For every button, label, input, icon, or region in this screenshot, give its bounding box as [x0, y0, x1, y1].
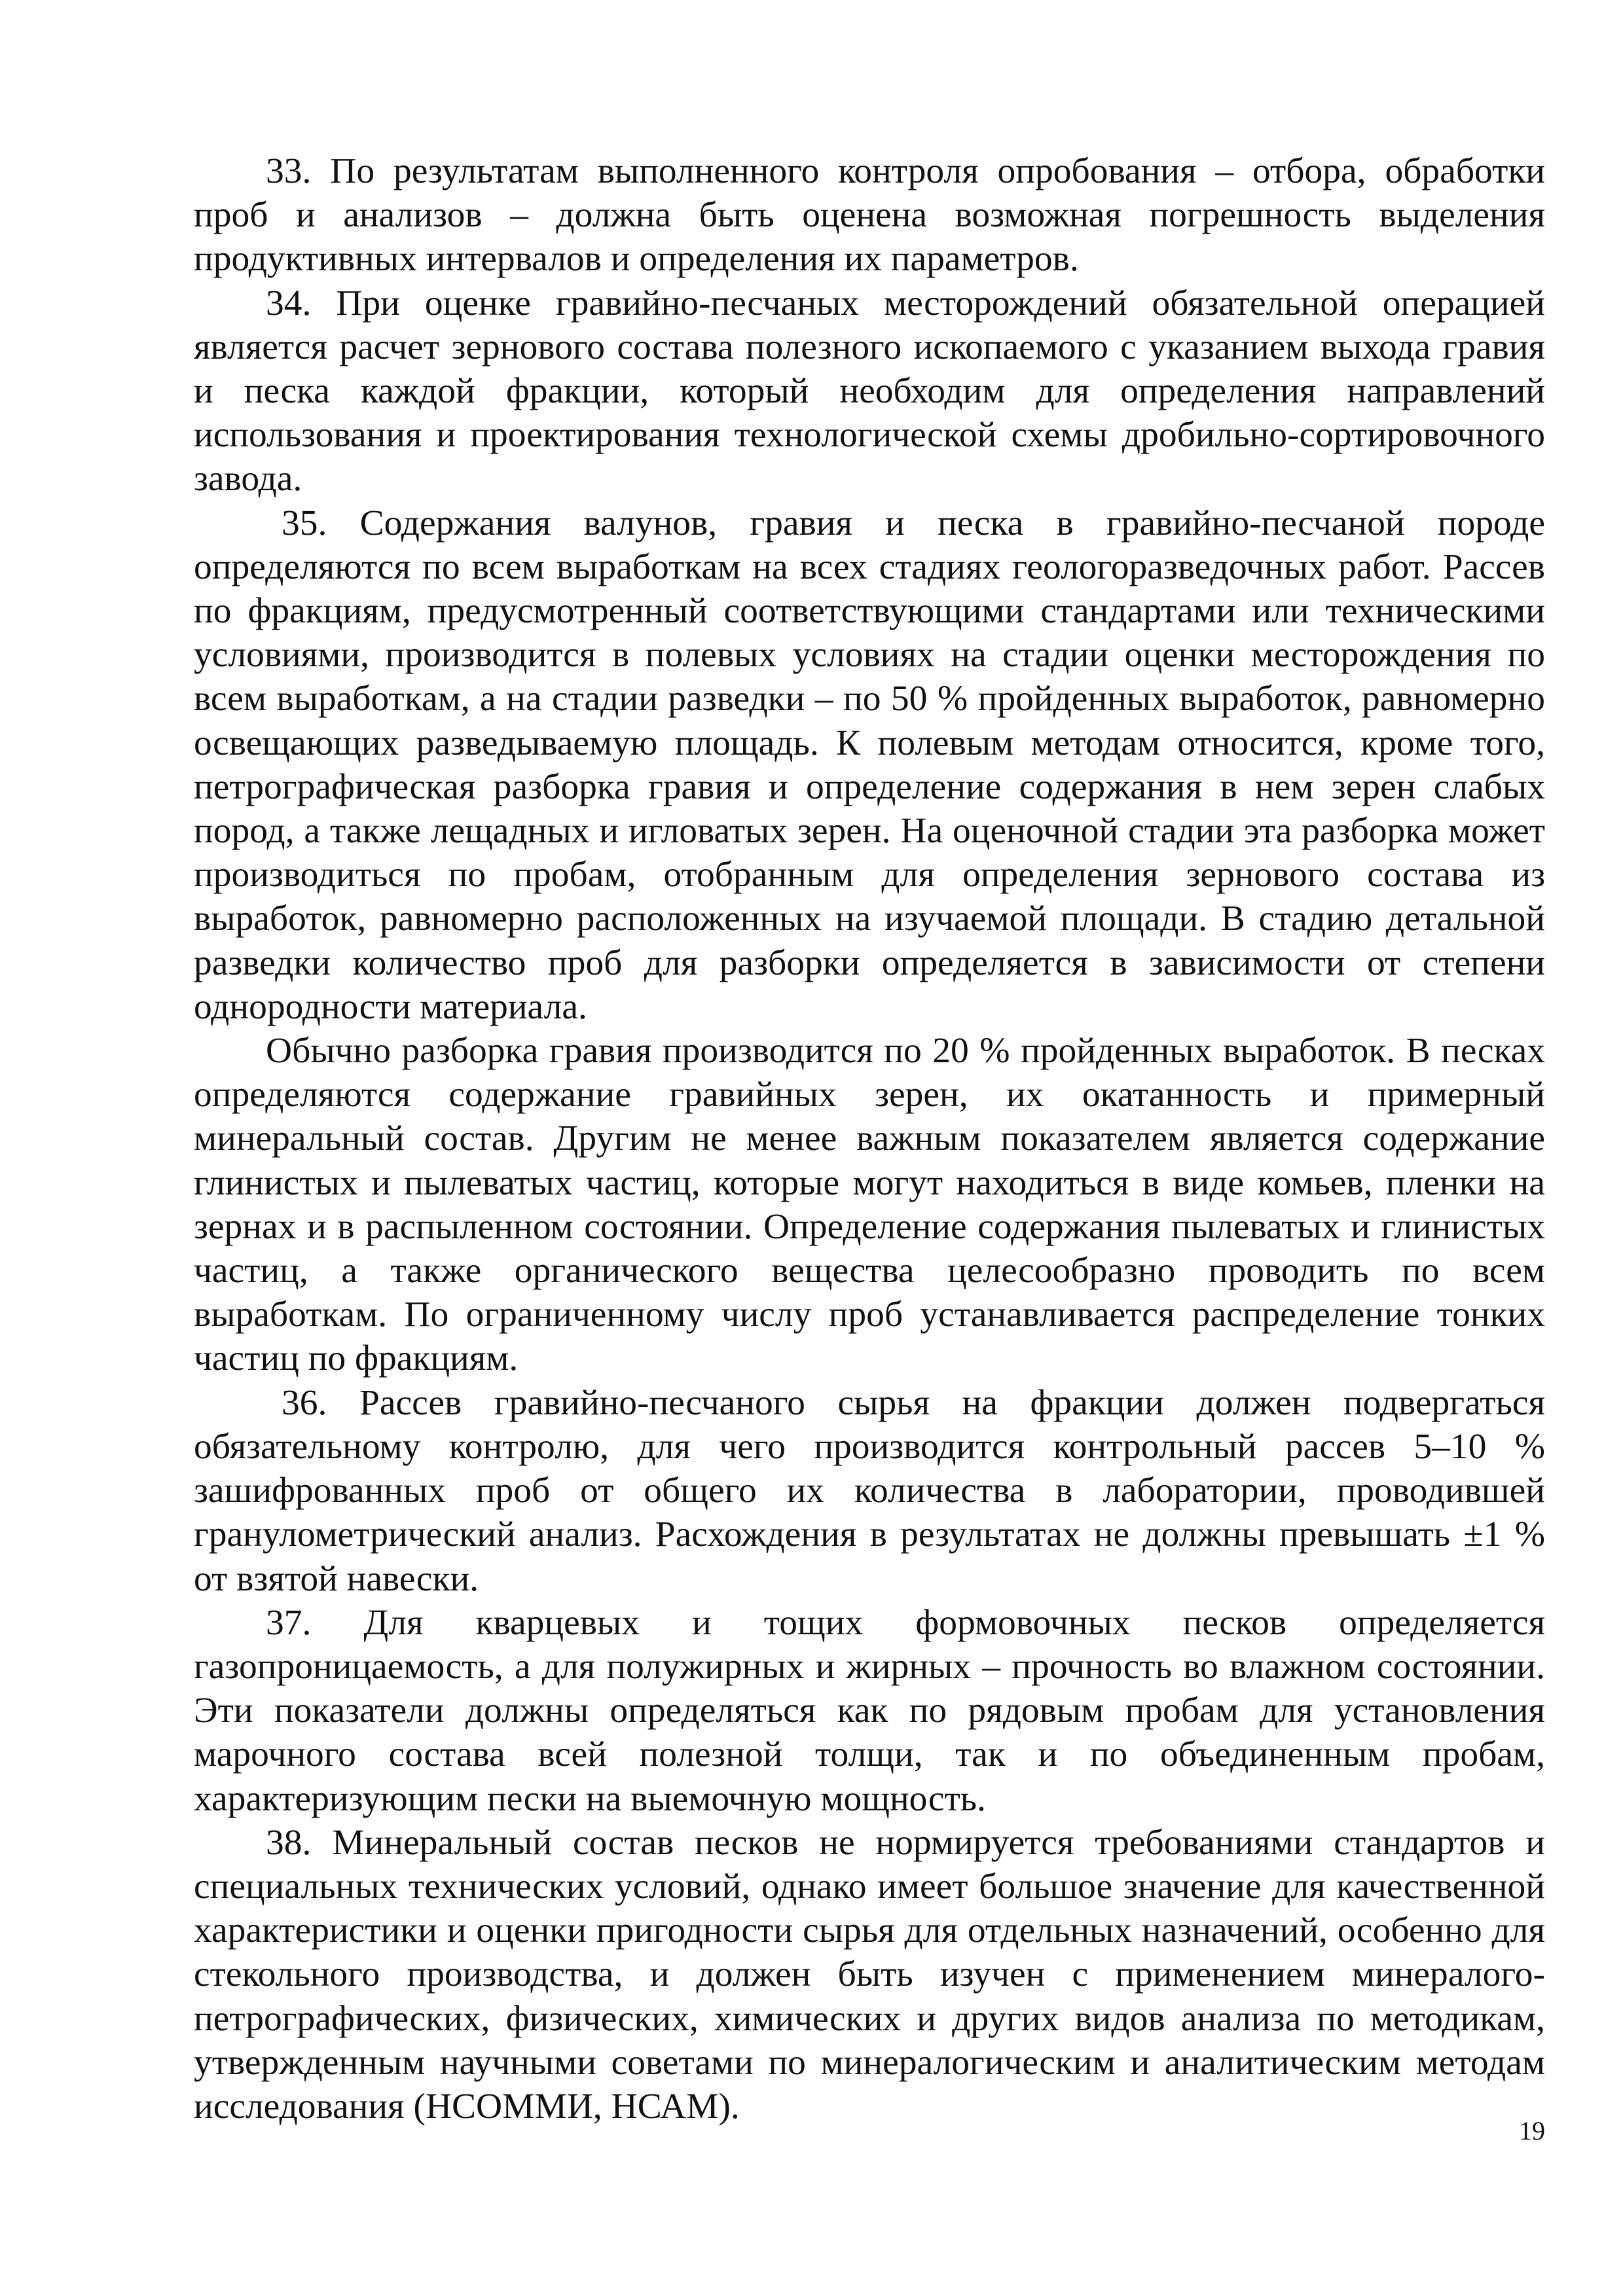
paragraph-35: 35. Содержания валунов, гравия и песка в гравийно-песчаной породе определяются по всем выработкам на всех стадиях геологоразведочных работ. Рассев по фракциям, предусмотренный соответствующими стандартами или техническими условиями, производится в полевых условиях на стадии оценки месторождения по всем выработкам, а на стадии разведки – по 50 % пройденных выработок, равномерно освещающих разведываемую площадь. К полевым методам относится, кроме того, петрографическая разборка гравия и определение содержания в нем зерен слабых пород, а также лещадных и игловатых зерен. На оценочной стадии эта разборка может производиться по пробам, отобранным для определения зернового состава из выработок, равномерно расположенных на изучаемой площади. В стадию детальной разведки количество проб для разборки определяется в зависимости от степени однородности материала. — [194, 503, 1545, 1027]
page-number: 19 — [1519, 2116, 1545, 2145]
paragraph-37: 37. Для кварцевых и тощих формовочных песков определяется газопроницаемость, а для полужирных и жирных – прочность во влажном состоянии. Эти показатели должны определяться как по рядовым пробам для установления марочного состава всей полезной толщи, так и по объединенным пробам, характеризующим пески на выемочную мощность. — [194, 1602, 1545, 1819]
body-text — [194, 149, 1545, 2128]
paragraph-34: 34. При оценке гравийно-песчаных месторождений обязательной операцией является расчет зернового состава полезного ископаемого с указанием выхода гравия и песка каждой фракции, который необходим для определения направлений использования и проектирования технологической схемы дробильно-сортировочного завода. — [194, 283, 1545, 499]
paragraph-33: 33. По результатам выполненного контроля опробования – отбора, обработки проб и анализов – должна быть оценена возможная погрешность выделения продуктивных интервалов и определения их параметров. — [194, 151, 1545, 279]
paragraph-35-continued: Обычно разборка гравия производится по 20 % пройденных выработок. В песках определяются содержание гравийных зерен, их окатанность и примерный минеральный состав. Другим не менее важным показателем является содержание глинистых и пылеватых частиц, которые могут находиться в виде комьев, пленки на зернах и в распыленном состоянии. Определение содержания пылеватых и глинистых частиц, а также органического вещества целесообразно проводить по всем выработкам. По ограниченному числу проб устанавливается распределение тонких частиц по фракциям. — [194, 1031, 1545, 1379]
paragraph-38: 38. Минеральный состав песков не нормируется требованиями стандартов и специальных технических условий, однако имеет большое значение для качественной характеристики и оценки пригодности сырья для отдельных назначений, особенно для стекольного производства, и должен быть изучен с применением минералого-петрографических, физических, химических и других видов анализа по методикам, утвержденным научными советами по минералогическим и аналитическим методам исследования (НСОММИ, НСАМ). — [194, 1822, 1545, 2126]
paragraph-36: 36. Рассев гравийно-песчаного сырья на фракции должен подвергаться обязательному контролю, для чего производится контрольный рассев 5–10 % зашифрованных проб от общего их количества в лаборатории, проводившей гранулометрический анализ. Расхождения в результатах не должны превышать ±1 % от взятой навески. — [194, 1382, 1545, 1599]
